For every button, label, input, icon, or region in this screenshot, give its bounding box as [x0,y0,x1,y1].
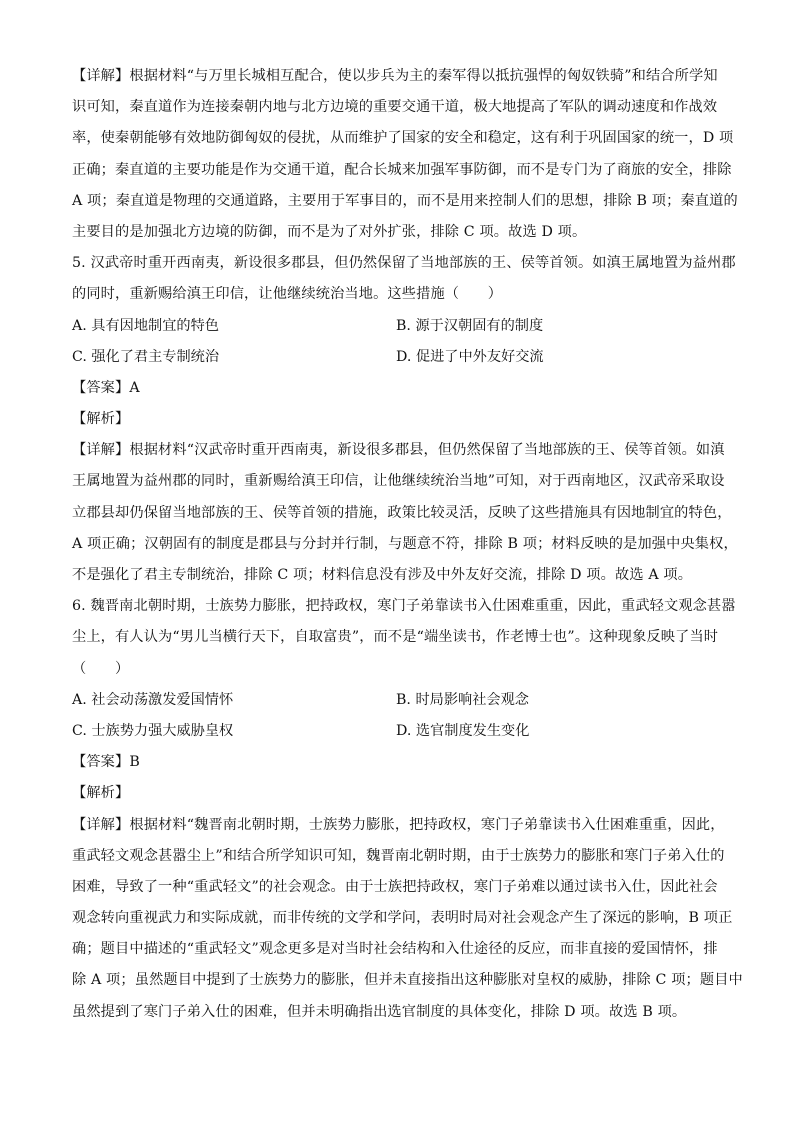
q5-options-row-1 [72,311,722,342]
q6-option-b: B. 时局影响社会观念 [396,691,529,708]
q5-detail-line: 【详解】根据材料“汉武帝时重开西南夷，新设很多郡县，但仍然保留了当地部族的王、侯等首领。如滇 [72,442,725,459]
q6-detail-line: 重武轻文观念甚嚣尘上”和结合所学知识可知，魏晋南北朝时期，由于士族势力的膨胀和寒门子弟入仕的 [72,847,725,864]
q4-detail-line: 【详解】根据材料“与万里长城相互配合，使以步兵为主的秦军得以抵抗强悍的匈奴铁骑”和结合所学知 [72,68,718,84]
q6-stem-line: （ ） [72,660,130,677]
q6-detail-line: 观念转向重视武力和实际成就，而非传统的文学和学问，表明时局对社会观念产生了深远的影响，B 项正 [72,910,733,927]
q6-stem-line: 尘上，有人认为“男儿当横行天下，自取富贵”，而不是“端坐读书，作老博士也”。这种现象反映了当时 [72,629,719,646]
q6-option-a: A. 社会动荡激发爱国情怀 [72,691,234,708]
q5-detail-line: 王属地置为益州郡的同时，重新赐给滇王印信，让他继续统治当地”可知，对于西南地区，汉武帝采取设 [72,473,725,490]
q5-option-d: D. 促进了中外友好交流 [396,348,544,365]
q5-analysis-heading: 【解析】 [72,411,130,428]
q5-detail-line: A 项正确；汉朝固有的制度是郡县与分封并行制，与题意不符，排除 B 项；材料反映的是加强中央集权， [72,535,738,552]
q6-option-c: C. 士族势力强大威胁皇权 [72,722,234,739]
q6-detail-line: 困难，导致了一种“重武轻文”的社会观念。由于士族把持政权，寒门子弟难以通过读书入仕，因此社会 [72,878,718,895]
q6-options-row-1 [72,685,722,716]
q4-detail-line: 主要目的是加强北方边境的防御，而不是为了对外扩张，排除 C 项。故选 D 项。 [72,223,587,240]
q5-stem-line: 的同时，重新赐给滇王印信，让他继续统治当地。这些措施（ ） [72,286,503,303]
q5-detail-line: 立郡县却仍保留当地部族的王、侯等首领的措施，政策比较灵活，反映了这些措施具有因地制宜的特色， [72,504,732,521]
q5-detail-line: 不是强化了君主专制统治，排除 C 项；材料信息没有涉及中外友好交流，排除 D 项。故选 A 项。 [72,567,693,583]
question-5 [72,248,738,591]
document-page [72,61,743,1028]
q4-detail-line: 正确；秦直道的主要功能是作为交通干道，配合长城来加强军事防御，而不是专门为了商旅的安全，排除 [72,161,732,178]
q5-options-row-2 [72,342,722,373]
q6-detail-line: 虽然提到了寒门子弟入仕的困难，但并未明确指出选官制度的具体变化，排除 D 项。故选 B 项。 [72,1003,687,1020]
q6-stem-line: 6. 魏晋南北朝时期，士族势力膨胀，把持政权，寒门子弟靠读书入仕困难重重，因此，重武轻文观念甚嚣 [72,598,736,615]
q4-detail-line: 识可知，秦直道作为连接秦朝内地与北方边境的重要交通干道，极大地提高了军队的调动速度和作战效 [72,99,718,116]
q6-detail-line: 【详解】根据材料“魏晋南北朝时期，士族势力膨胀，把持政权，寒门子弟靠读书入仕困难重重，因此， [72,816,725,833]
q5-option-c: C. 强化了君主专制统治 [72,348,220,365]
q4-detail-line: A 项；秦直道是物理的交通道路，主要用于军事目的，而不是用来控制人们的思想，排除 B 项；秦直道的 [72,192,738,209]
q5-stem-line: 5. 汉武帝时重开西南夷，新设很多郡县，但仍然保留了当地部族的王、侯等首领。如滇王属地置为益州郡 [72,255,736,272]
q6-detail-line: 除 A 项；虽然题目中提到了士族势力的膨胀，但并未直接指出这种膨胀对皇权的威胁，排除 C 项；题目中 [72,972,743,989]
q4-detail-block [72,61,738,248]
q6-detail-line: 确；题目中描述的“重武轻文”观念更多是对当时社会结构和入仕途径的反应，而非直接的爱国情怀，排 [72,941,718,958]
q6-options-row-2 [72,716,722,747]
q6-analysis-heading: 【解析】 [72,785,130,802]
question-6 [72,591,743,1028]
q6-answer: 【答案】B [72,754,140,771]
q5-option-b: B. 源于汉朝固有的制度 [396,317,544,334]
q5-answer: 【答案】A [72,379,140,396]
q6-option-d: D. 选官制度发生变化 [396,722,530,739]
q5-option-a: A. 具有因地制宜的特色 [72,317,219,334]
q4-detail-line: 率，使秦朝能够有效地防御匈奴的侵扰，从而维护了国家的安全和稳定，这有利于巩固国家的统一，D 项 [72,130,734,147]
